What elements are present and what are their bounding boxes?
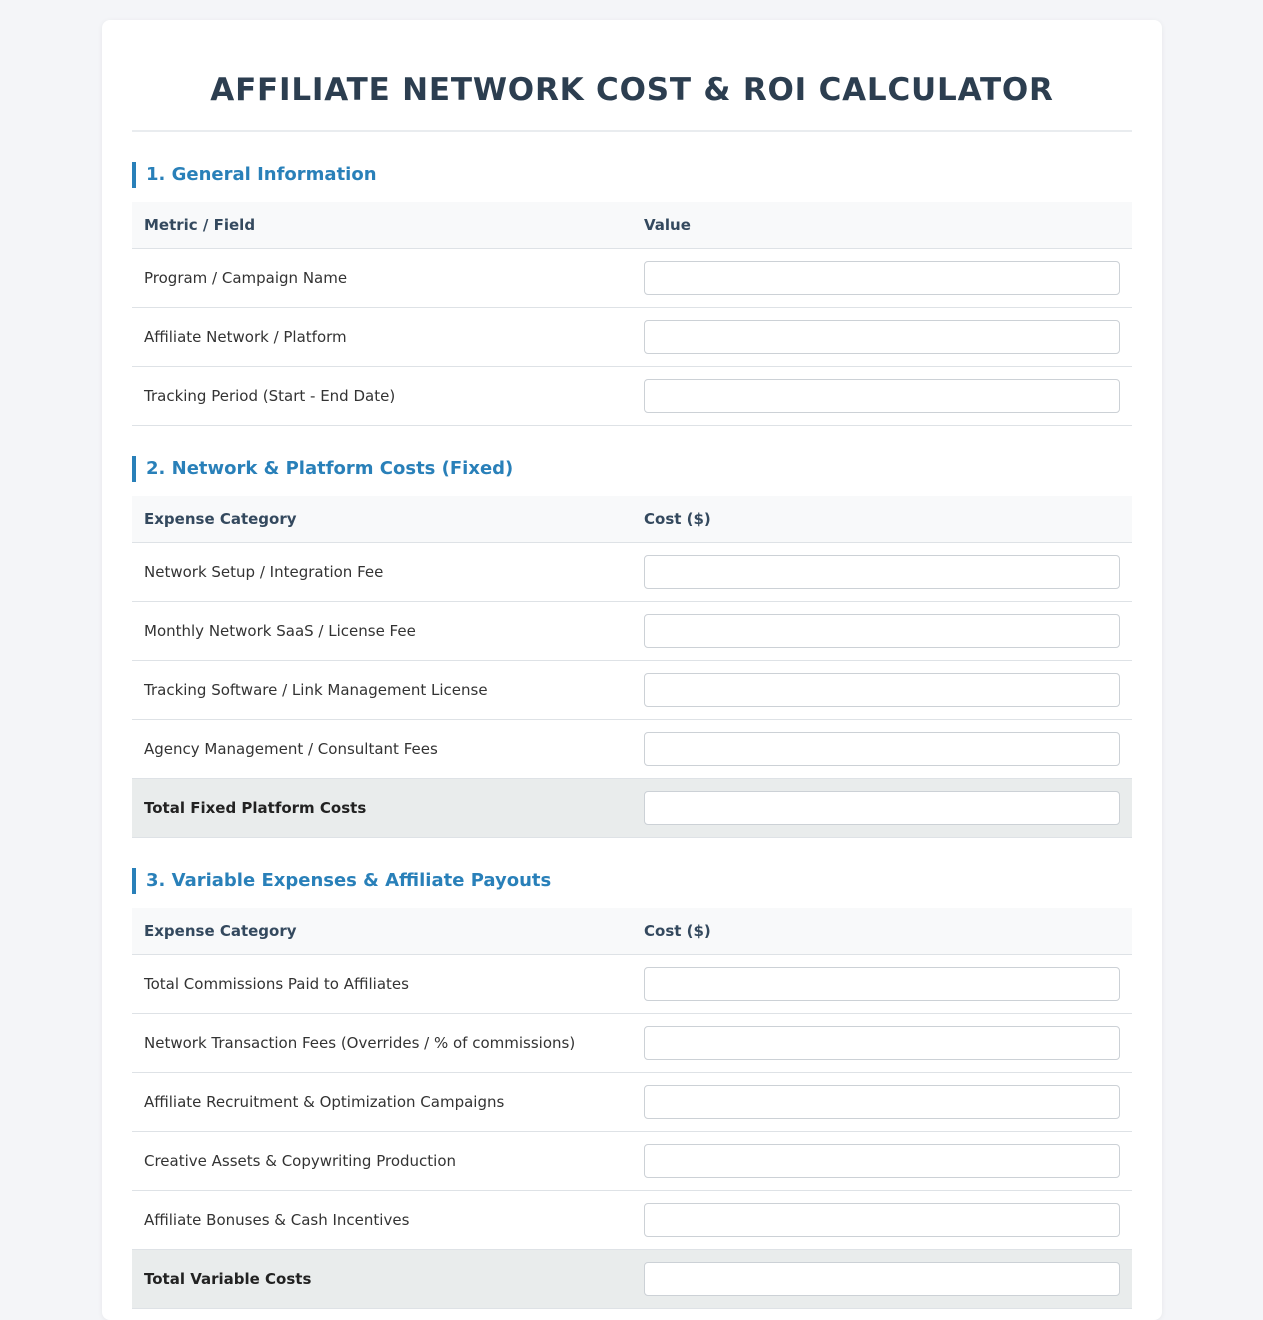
affiliate-bonuses-input[interactable] <box>644 1203 1120 1237</box>
tracking-software-license-input[interactable] <box>644 673 1120 707</box>
total-commissions-input[interactable] <box>644 967 1120 1001</box>
table-header-row <box>132 908 1132 955</box>
section-heading-general-information: 1. General Information <box>132 162 1132 188</box>
calculator-card <box>102 20 1162 1320</box>
column-header-expense-category: Expense Category <box>132 496 632 543</box>
table-row <box>132 1073 1132 1132</box>
column-header-cost: Cost ($) <box>632 496 1132 543</box>
table-header-row <box>132 496 1132 543</box>
row-label-tracking-software-license: Tracking Software / Link Management License <box>132 661 632 720</box>
total-row <box>132 1250 1132 1309</box>
total-variable-costs-input[interactable] <box>644 1262 1120 1296</box>
row-label-creative-assets: Creative Assets & Copywriting Production <box>132 1132 632 1191</box>
table-row <box>132 367 1132 426</box>
monthly-saas-fee-input[interactable] <box>644 614 1120 648</box>
general-information-table <box>132 202 1132 426</box>
program-name-input[interactable] <box>644 261 1120 295</box>
table-row <box>132 249 1132 308</box>
total-fixed-costs-input[interactable] <box>644 791 1120 825</box>
section-heading-variable-expenses: 3. Variable Expenses & Affiliate Payouts <box>132 868 1132 894</box>
tracking-period-input[interactable] <box>644 379 1120 413</box>
table-row <box>132 1132 1132 1191</box>
table-row <box>132 661 1132 720</box>
column-header-metric: Metric / Field <box>132 202 632 249</box>
row-label-agency-fees: Agency Management / Consultant Fees <box>132 720 632 779</box>
section-heading-fixed-costs: 2. Network & Platform Costs (Fixed) <box>132 456 1132 482</box>
table-row <box>132 602 1132 661</box>
table-row <box>132 720 1132 779</box>
column-header-cost: Cost ($) <box>632 908 1132 955</box>
row-label-monthly-saas-fee: Monthly Network SaaS / License Fee <box>132 602 632 661</box>
table-row <box>132 308 1132 367</box>
row-label-total-commissions: Total Commissions Paid to Affiliates <box>132 955 632 1014</box>
recruitment-campaigns-input[interactable] <box>644 1085 1120 1119</box>
table-row <box>132 1014 1132 1073</box>
row-label-recruitment-campaigns: Affiliate Recruitment & Optimization Campaigns <box>132 1073 632 1132</box>
column-header-value: Value <box>632 202 1132 249</box>
table-row <box>132 955 1132 1014</box>
fixed-costs-table <box>132 496 1132 838</box>
calculator-content <box>132 20 1132 1309</box>
title-divider <box>132 130 1132 132</box>
row-label-affiliate-bonuses: Affiliate Bonuses & Cash Incentives <box>132 1191 632 1250</box>
total-fixed-costs-label: Total Fixed Platform Costs <box>132 779 632 838</box>
agency-fees-input[interactable] <box>644 732 1120 766</box>
table-row <box>132 1191 1132 1250</box>
row-label-network-setup-fee: Network Setup / Integration Fee <box>132 543 632 602</box>
affiliate-network-input[interactable] <box>644 320 1120 354</box>
row-label-affiliate-network: Affiliate Network / Platform <box>132 308 632 367</box>
row-label-network-transaction-fees: Network Transaction Fees (Overrides / % of commissions) <box>132 1014 632 1073</box>
network-transaction-fees-input[interactable] <box>644 1026 1120 1060</box>
table-row <box>132 543 1132 602</box>
creative-assets-input[interactable] <box>644 1144 1120 1178</box>
table-header-row <box>132 202 1132 249</box>
total-variable-costs-label: Total Variable Costs <box>132 1250 632 1309</box>
total-row <box>132 779 1132 838</box>
variable-expenses-table <box>132 908 1132 1309</box>
column-header-expense-category: Expense Category <box>132 908 632 955</box>
network-setup-fee-input[interactable] <box>644 555 1120 589</box>
page-title: AFFILIATE NETWORK COST & ROI CALCULATOR <box>210 72 1054 108</box>
row-label-tracking-period: Tracking Period (Start - End Date) <box>132 367 632 426</box>
row-label-program-name: Program / Campaign Name <box>132 249 632 308</box>
